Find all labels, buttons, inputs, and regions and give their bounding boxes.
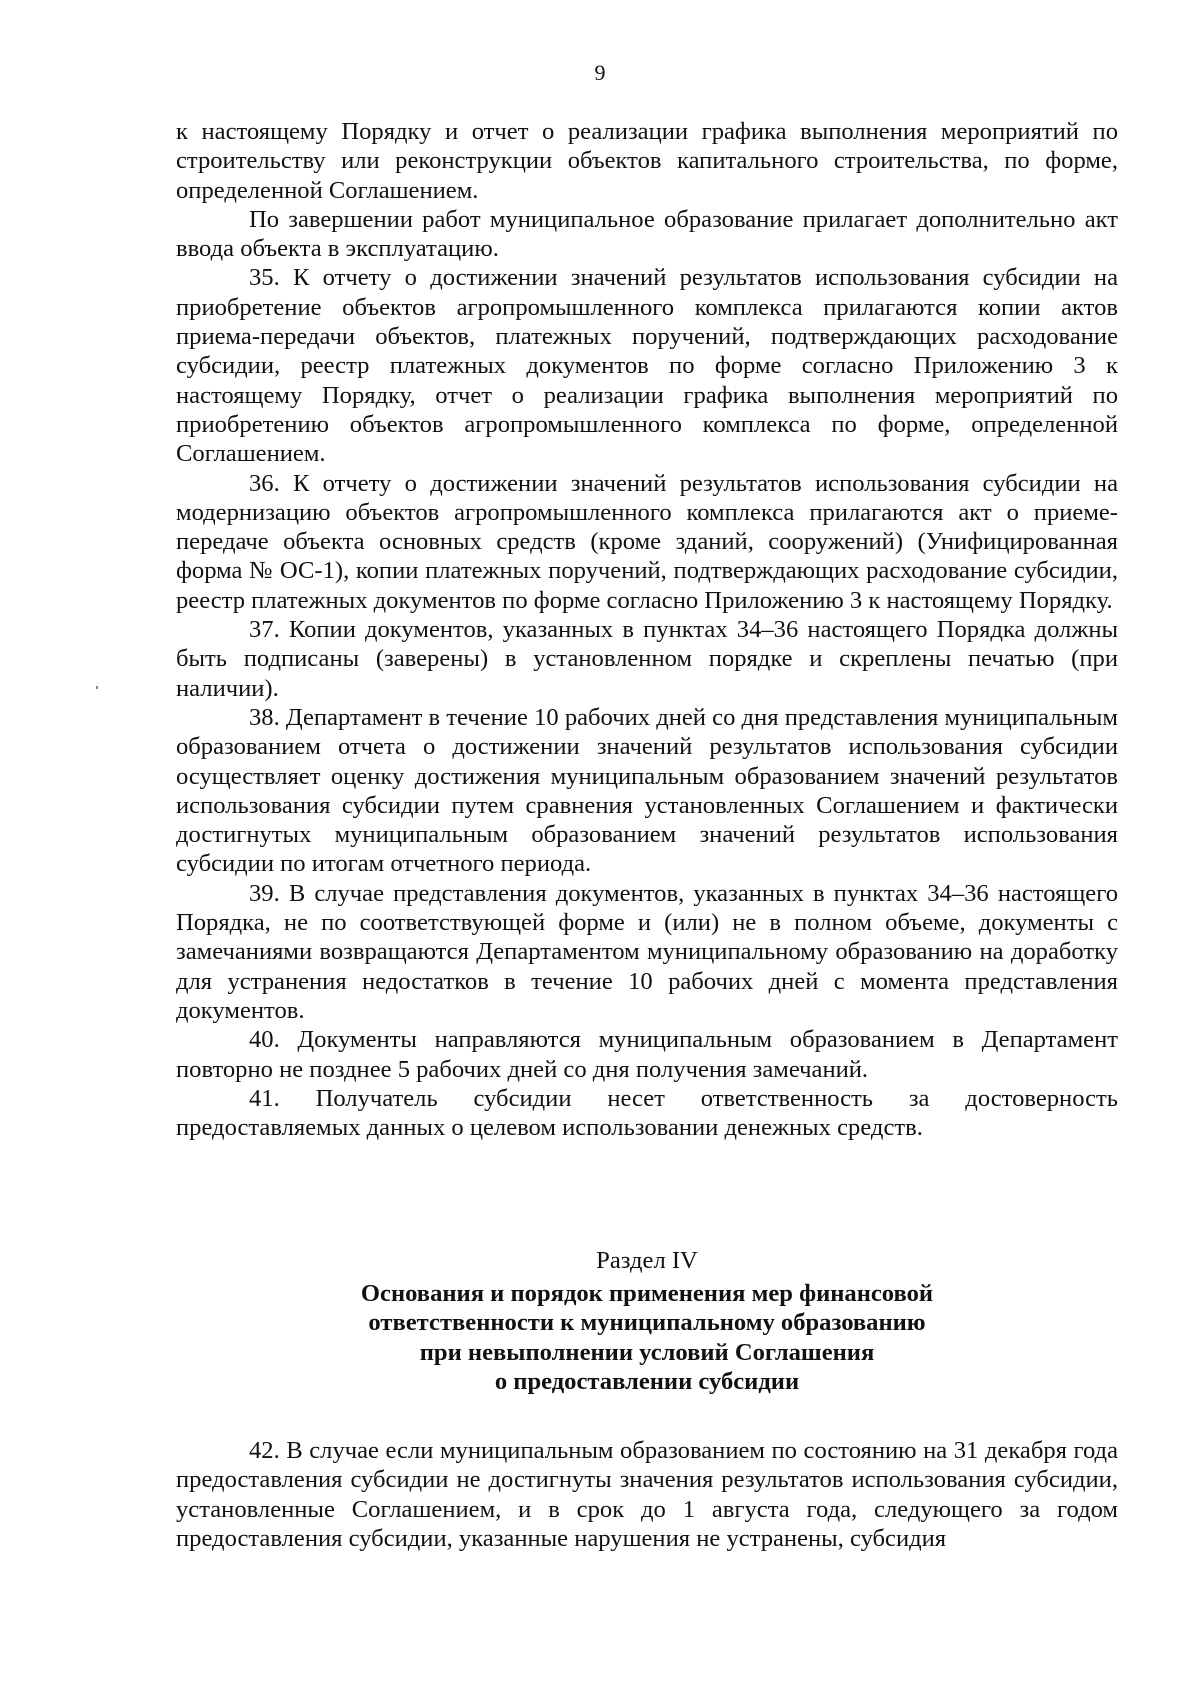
page-number: 9 <box>594 60 606 85</box>
section-title-line: ответственности к муниципальному образованию <box>368 1309 926 1337</box>
section-title <box>176 1279 1118 1396</box>
paragraph-39: 39. В случае представления документов, указанных в пунктах 34–36 настоящего Порядка, не по соответствующей форме и (или) не в полном объеме, документы с замечаниями возвращаются Департаментом муниципальному образованию на доработку для устранения недостатков в течение 10 рабочих дней с момента представления документов. <box>176 879 1118 1024</box>
section-title-line: при невыполнении условий Соглашения <box>419 1338 875 1366</box>
paragraph-38: 38. Департамент в течение 10 рабочих дней со дня представления муниципальным образованием отчета о достижении значений результатов использования субсидии осуществляет оценку достижения муниципальным образованием значений результатов использования субсидии путем сравнения установленных Соглашением и фактически достигнутых муниципальным образованием значений результатов использования субсидии по итогам отчетного периода. <box>176 703 1118 878</box>
paragraph-40: 40. Документы направляются муниципальным образованием в Департамент повторно не позднее 5 рабочих дней со дня получения замечаний. <box>176 1026 1118 1083</box>
section-label: Раздел IV <box>596 1247 698 1274</box>
tail-text <box>176 1436 1118 1553</box>
paragraph-36: 36. К отчету о достижении значений результатов использования субсидии на модернизацию объектов агропромышленного комплекса прилагаются акт о приеме-передаче объекта основных средств (кроме зданий, сооружений) (Унифицированная форма № ОС-1), копии платежных поручений, подтверждающих расходование субсидии, реестр платежных документов по форме согласно Приложению 3 к настоящему Порядку. <box>176 469 1118 614</box>
paragraph-42: 42. В случае если муниципальным образованием по состоянию на 31 декабря года предоставления субсидии не достигнуты значения результатов использования субсидии, установленные Соглашением, и в срок до 1 августа года, следующего за годом предоставления субсидии, указанные нарушения не устранены, субсидия <box>176 1437 1118 1552</box>
paragraph-continuation: к настоящему Порядку и отчет о реализации графика выполнения мероприятий по строительству или реконструкции объектов капитального строительства, по форме, определенной Соглашением. <box>176 118 1118 204</box>
section-title-line: о предоставлении субсидии <box>494 1367 800 1395</box>
paragraph-completion-act: По завершении работ муниципальное образование прилагает дополнительно акт ввода объекта в эксплуатацию. <box>176 205 1118 263</box>
section-heading <box>176 1246 1118 1396</box>
paragraph-35: 35. К отчету о достижении значений результатов использования субсидии на приобретение объектов агропромышленного комплекса прилагаются копии актов приема-передачи объектов, платежных поручений, подтверждающих расходование субсидии, реестр платежных документов по форме согласно Приложению 3 к настоящему Порядку, отчет о реализации графика выполнения мероприятий по приобретению объектов агропромышленного комплекса по форме, определенной Соглашением. <box>176 264 1118 468</box>
paragraph-37: 37. Копии документов, указанных в пунктах 34–36 настоящего Порядка должны быть подписаны (заверены) в установленном порядке и скреплены печатью (при наличии). <box>176 616 1118 702</box>
paragraph-41: 41. Получатель субсидии несет ответственность за достоверность предоставляемых данных о целевом использовании денежных средств. <box>176 1084 1118 1142</box>
section-title-line: Основания и порядок применения мер финансовой <box>360 1280 934 1307</box>
scan-margin-mark <box>96 686 98 689</box>
body-text <box>176 117 1118 1142</box>
